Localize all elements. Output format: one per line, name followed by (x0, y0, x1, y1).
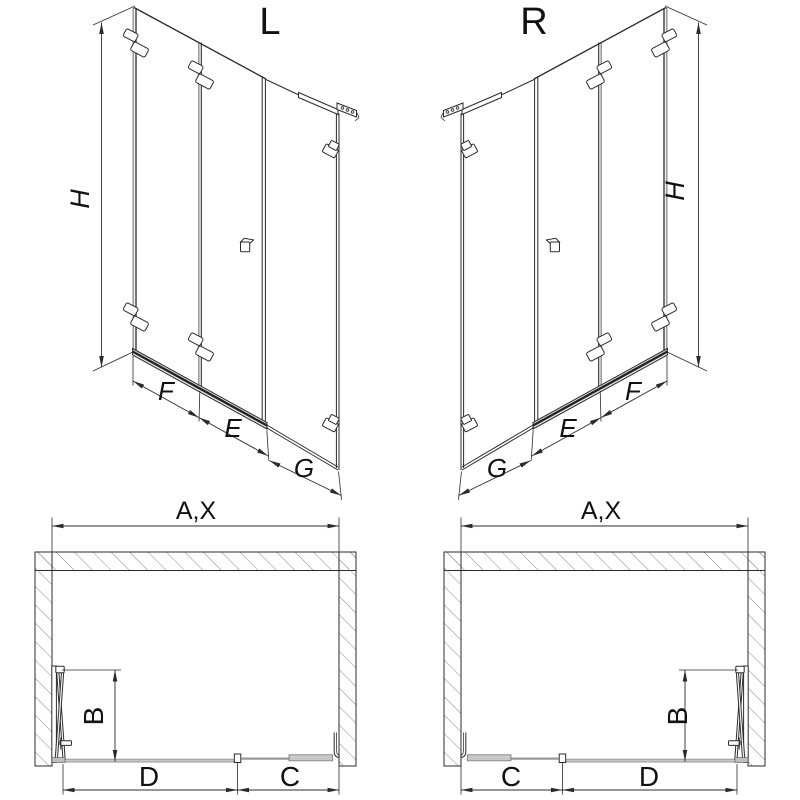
dim-label-b-left: B (78, 706, 109, 726)
dim-label-c-right: C (500, 761, 522, 792)
dim-label-total-width-left: A,X (175, 497, 217, 525)
dim-label-f-right: F (625, 376, 641, 406)
dim-label-g-left: G (293, 453, 315, 483)
dim-label-e-right: E (559, 413, 577, 443)
dim-label-height-right: H (660, 181, 690, 201)
dim-label-d-right: D (638, 761, 660, 792)
dim-label-g-right: G (486, 453, 508, 483)
dim-label-f-left: F (158, 376, 174, 406)
plan-walls-left (35, 552, 356, 766)
dim-label-height-left: H (65, 189, 95, 209)
dim-label-total-width-right: A,X (580, 497, 622, 525)
dim-label-d-left: D (138, 761, 160, 792)
view-title-left: L (259, 1, 281, 43)
view-title-right: R (520, 1, 548, 43)
dim-label-e-left: E (224, 413, 242, 443)
dim-label-c-left: C (279, 761, 301, 792)
dim-label-b-right: B (662, 706, 693, 726)
plan-walls-right (444, 552, 765, 766)
